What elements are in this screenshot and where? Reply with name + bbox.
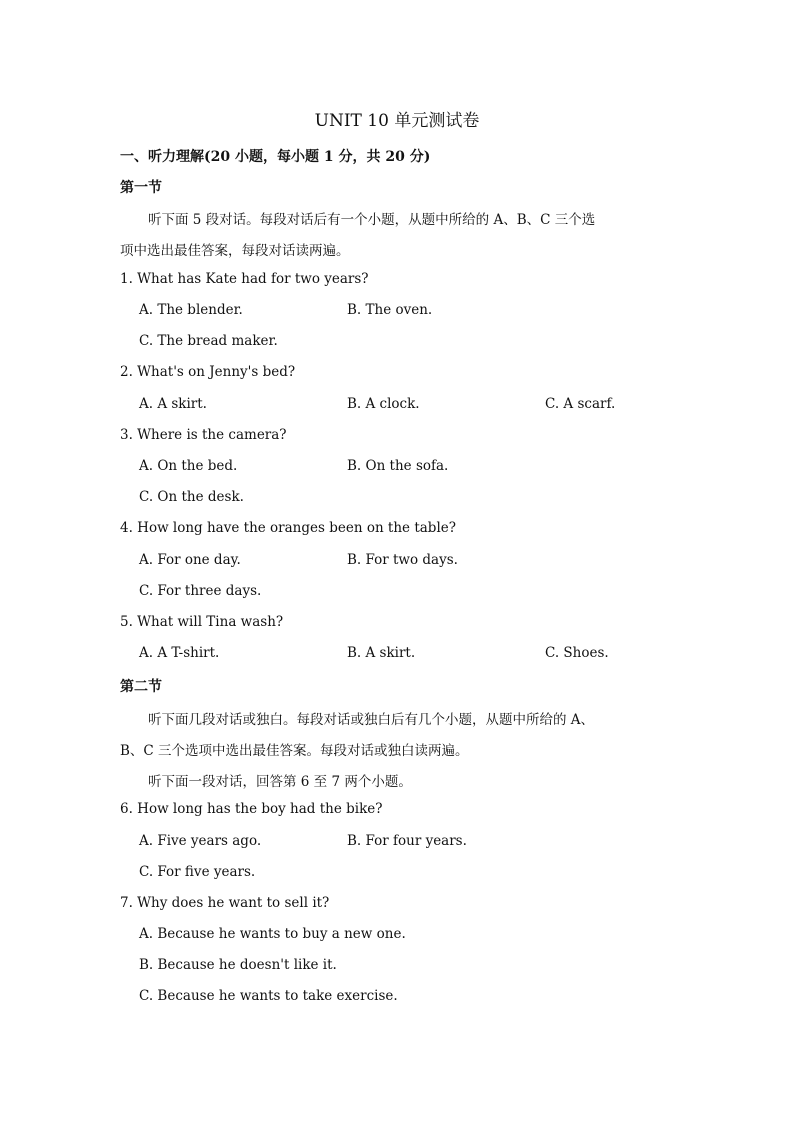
page-title: UNIT 10 单元测试卷: [314, 111, 480, 131]
part2-sub-instruction: 听下面一段对话，回答第 6 至 7 两个小题。: [148, 774, 412, 790]
question-1: 1. What has Kate had for two years?: [120, 271, 369, 287]
q7-option-c: C. Because he wants to take exercise.: [139, 988, 398, 1004]
q3-option-b: B. On the sofa.: [347, 458, 449, 474]
q1-option-c: C. The bread maker.: [139, 333, 278, 349]
q5-option-c: C. Shoes.: [545, 645, 609, 661]
part1-instruction-line1: 听下面 5 段对话。每段对话后有一个小题，从题中所给的 A、B、C 三个选: [148, 212, 596, 228]
question-6: 6. How long has the boy had the bike?: [120, 801, 383, 817]
q3-option-a: A. On the bed.: [139, 458, 238, 474]
question-5: 5. What will Tina wash?: [120, 614, 284, 630]
question-2: 2. What's on Jenny's bed?: [120, 364, 296, 380]
part2-instruction-line2: B、C 三个选项中选出最佳答案。每段对话或独白读两遍。: [120, 743, 469, 759]
part1-label: 第一节: [120, 180, 162, 196]
question-7: 7. Why does he want to sell it?: [120, 895, 330, 911]
q4-option-b: B. For two days.: [347, 552, 458, 568]
q3-option-c: C. On the desk.: [139, 489, 244, 505]
section-heading: 一、听力理解(20 小题，每小题 1 分，共 20 分): [120, 149, 431, 165]
q1-option-b: B. The oven.: [347, 302, 433, 318]
q6-option-a: A. Five years ago.: [139, 833, 262, 849]
question-3: 3. Where is the camera?: [120, 427, 287, 443]
q7-option-b: B. Because he doesn't like it.: [139, 957, 337, 973]
q2-option-a: A. A skirt.: [139, 396, 207, 412]
q6-option-b: B. For four years.: [347, 833, 467, 849]
q6-option-c: C. For five years.: [139, 864, 256, 880]
q2-option-b: B. A clock.: [347, 396, 420, 412]
question-4: 4. How long have the oranges been on the table?: [120, 520, 456, 536]
q5-option-b: B. A skirt.: [347, 645, 416, 661]
part2-label: 第二节: [120, 679, 162, 695]
q5-option-a: A. A T-shirt.: [139, 645, 220, 661]
q1-option-a: A. The blender.: [139, 302, 243, 318]
q2-option-c: C. A scarf.: [545, 396, 616, 412]
q4-option-c: C. For three days.: [139, 583, 262, 599]
part1-instruction-line2: 项中选出最佳答案，每段对话读两遍。: [120, 243, 350, 259]
q7-option-a: A. Because he wants to buy a new one.: [139, 926, 406, 942]
q4-option-a: A. For one day.: [139, 552, 241, 568]
part2-instruction-line1: 听下面几段对话或独白。每段对话或独白后有几个小题，从题中所给的 A、: [148, 712, 595, 728]
